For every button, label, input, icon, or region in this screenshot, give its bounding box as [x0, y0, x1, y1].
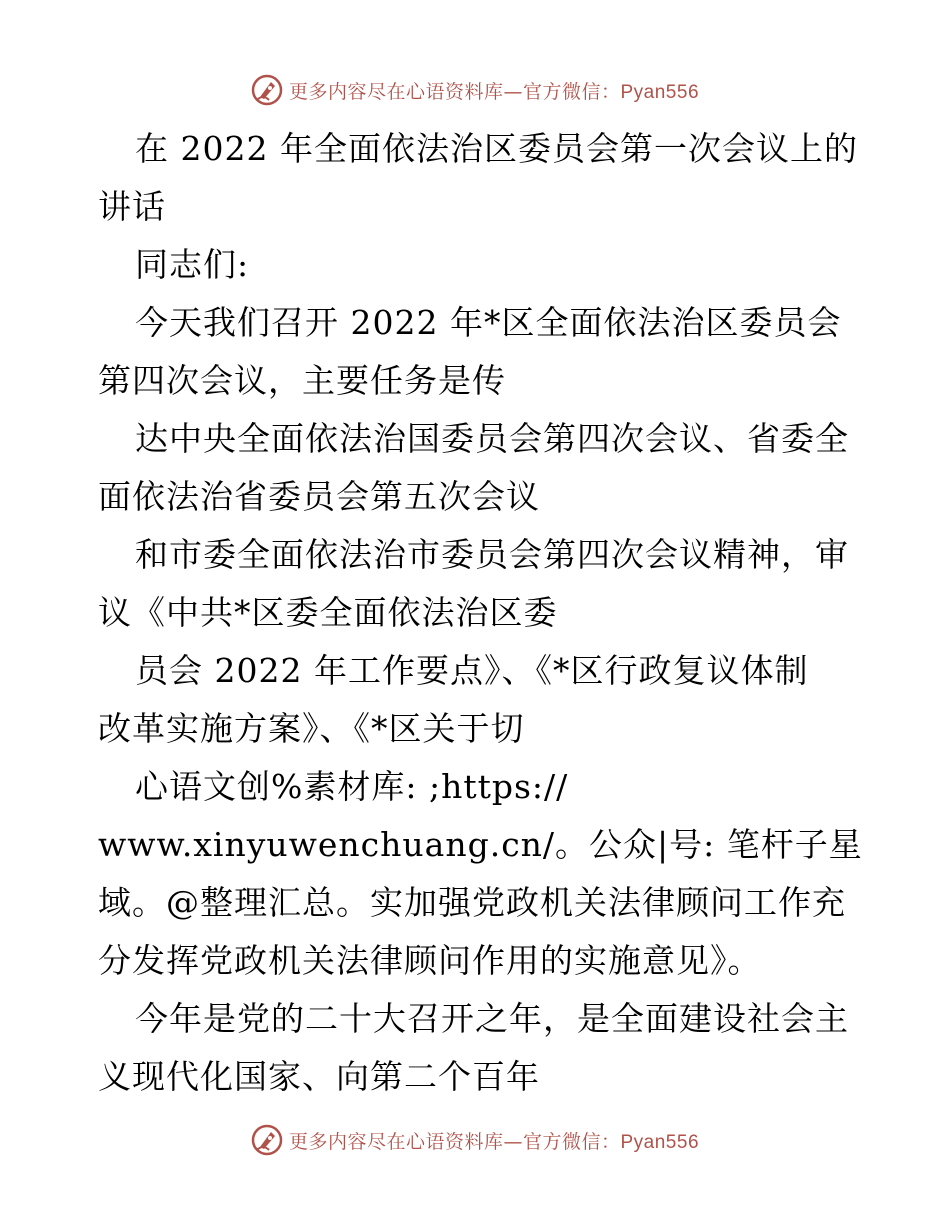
text-line: 讲话 — [98, 187, 166, 226]
text-line: 改革实施方案》、《*区关于切 — [98, 709, 525, 748]
text-line: 和市委全面依法治市委员会第四次会议精神，审 — [135, 535, 849, 574]
text-line: www.xinyuwenchuang.cn/。公众|号: 笔杆子星 — [98, 825, 863, 864]
text-line: 分发挥党政机关法律顾问作用的实施意见》。 — [98, 941, 762, 980]
text-line: 员会 2022 年工作要点》、《*区行政复议体制 — [135, 651, 809, 690]
text-line: 在 2022 年全面依法治区委员会第一次会议上的 — [135, 129, 858, 168]
text-line: 今年是党的二十大召开之年，是全面建设社会主 — [135, 999, 849, 1038]
text-line: 议《中共*区委全面依法治区委 — [98, 593, 558, 632]
header-watermark-text: 更多内容尽在心语资料库—官方微信：Pyan556 — [288, 80, 700, 103]
text-line: 义现代化国家、向第二个百年 — [98, 1057, 540, 1096]
text-line: 达中央全面依法治国委员会第四次会议、省委全 — [135, 419, 849, 458]
pen-nib-logo-icon — [251, 1124, 283, 1156]
text-line: 第四次会议，主要任务是传 — [98, 361, 506, 400]
text-line: 面依法治省委员会第五次会议 — [98, 477, 540, 516]
footer-watermark-banner — [0, 1120, 950, 1160]
header-watermark-banner — [0, 70, 950, 110]
pen-nib-logo-icon — [251, 74, 283, 106]
footer-watermark-text: 更多内容尽在心语资料库—官方微信：Pyan556 — [288, 1130, 700, 1153]
text-line: 同志们: — [135, 245, 250, 284]
text-line: 域。@整理汇总。实加强党政机关法律顾问工作充 — [98, 883, 846, 922]
text-line: 今天我们召开 2022 年*区全面依法治区委员会 — [135, 303, 842, 342]
text-line: 心语文创%素材库: ;https:// — [135, 767, 569, 806]
